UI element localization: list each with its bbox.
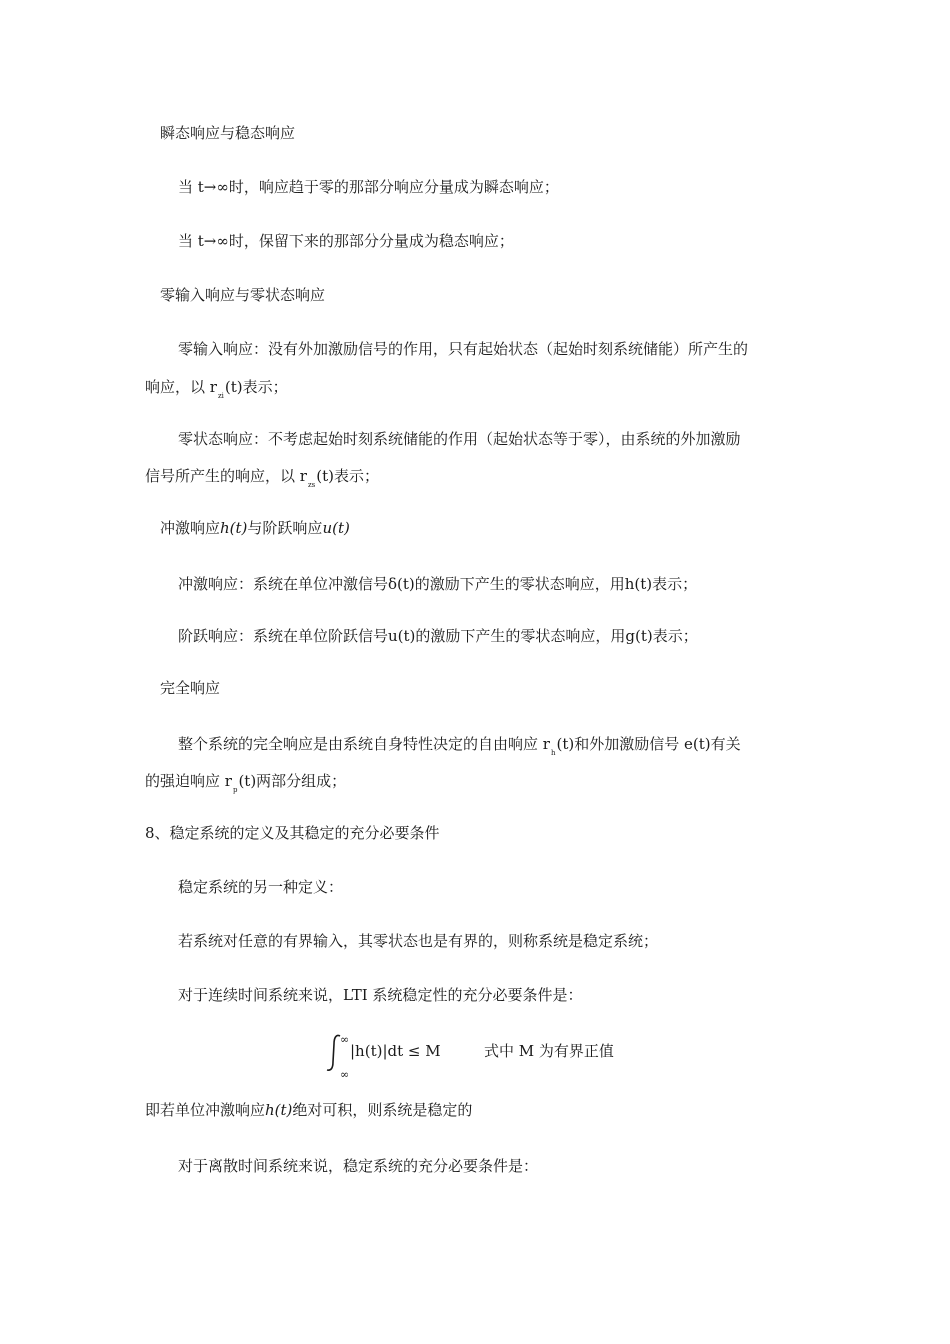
paragraph-zero-state-line1: 零状态响应：不考虑起始时刻系统储能的作用（起始状态等于零），由系统的外加激励 [178, 430, 741, 448]
impulse-title-mid: 与阶跃响应 [247, 519, 323, 537]
paragraph-steady-state: 当 t→∞时，保留下来的那部分分量成为稳态响应； [178, 232, 514, 250]
paragraph-absolutely-integrable [145, 1100, 472, 1120]
paragraph-complete-line1 [178, 734, 741, 763]
paragraph-discrete-condition: 对于离散时间系统来说，稳定系统的充分必要条件是： [178, 1157, 539, 1175]
paragraph-impulse-response: 冲激响应：系统在单位冲激信号δ(t)的激励下产生的零状态响应，用h(t)表示； [178, 575, 698, 593]
formula-body: |h(t)|dt ≤ M [350, 1042, 441, 1060]
zi-subscript: zi [217, 392, 224, 400]
impulse-title-h: h(t) [220, 519, 248, 537]
impulse-title-u: u(t) [322, 519, 350, 537]
section-title-impulse [160, 518, 350, 538]
complete-line1-pre: 整个系统的完全响应是由系统自身特性决定的自由响应 r [178, 735, 550, 753]
paragraph-complete-line2 [145, 771, 346, 800]
formula-note: 式中 M 为有界正值 [484, 1042, 614, 1060]
paragraph-zero-state-line2 [145, 466, 379, 495]
zs-text-pre: 信号所产生的响应，以 r [145, 467, 307, 485]
section-title-complete: 完全响应 [160, 679, 221, 697]
section-title-transient: 瞬态响应与稳态响应 [160, 124, 296, 142]
paragraph-zero-input-line2 [145, 377, 288, 406]
complete-line2-pre: 的强迫响应 r [145, 772, 232, 790]
paragraph-continuous-condition: 对于连续时间系统来说，LTI 系统稳定性的充分必要条件是： [178, 986, 583, 1004]
zi-text-post: (t)表示； [224, 378, 288, 396]
paragraph-transient: 当 t→∞时，响应趋于零的那部分响应分量成为瞬态响应； [178, 178, 559, 196]
section-heading-stability: 8、稳定系统的定义及其稳定的充分必要条件 [145, 824, 440, 842]
complete-line1-post: (t)和外加激励信号 e(t)有关 [556, 735, 741, 753]
paragraph-step-response: 阶跃响应：系统在单位阶跃信号u(t)的激励下产生的零状态响应，用g(t)表示； [178, 627, 698, 645]
abs-int-post: 绝对可积，则系统是稳定的 [292, 1101, 473, 1119]
integral-upper-limit: ∞ [340, 1033, 350, 1046]
complete-line2-post: (t)两部分组成； [238, 772, 347, 790]
complete-sub-h: h [550, 749, 556, 757]
abs-int-h: h(t) [265, 1101, 293, 1119]
zs-subscript: zs [307, 481, 316, 489]
paragraph-zero-input-line1: 零输入响应：没有外加激励信号的作用，只有起始状态（起始时刻系统储能）所产生的 [178, 340, 749, 358]
zs-text-post: (t)表示； [316, 467, 379, 485]
paragraph-stability-def: 若系统对任意的有界输入，其零状态也是有界的，则称系统是稳定系统； [178, 932, 659, 950]
paragraph-stability-def-title: 稳定系统的另一种定义： [178, 878, 344, 896]
zi-text-pre: 响应，以 r [145, 378, 217, 396]
integral-lower-limit: ∞ [340, 1068, 350, 1081]
abs-int-pre: 即若单位冲激响应 [145, 1101, 266, 1119]
impulse-title-pre: 冲激响应 [160, 519, 221, 537]
complete-sub-p: p [232, 786, 238, 794]
section-title-zero-response: 零输入响应与零状态响应 [160, 286, 326, 304]
